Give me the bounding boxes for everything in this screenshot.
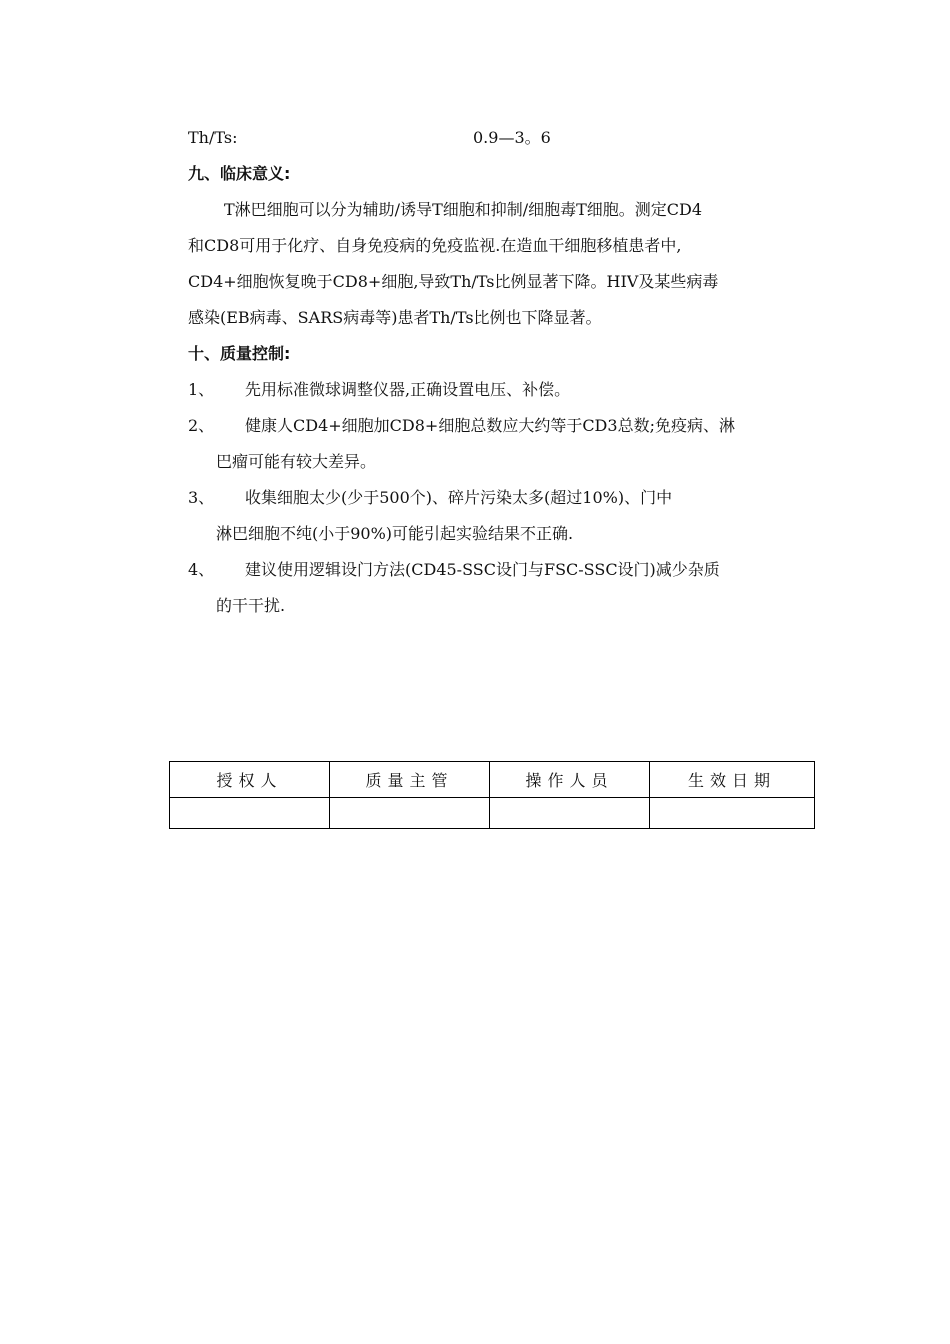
header-effective-date: 生效日期 (650, 762, 815, 798)
value-operator (490, 798, 650, 829)
ratio-label: Th/Ts: (188, 128, 238, 147)
item-2-line-2: 巴瘤可能有较大差异。 (216, 452, 377, 471)
section-9-line-3: CD4+细胞恢复晚于CD8+细胞,导致Th/Ts比例显著下降。HIV及某些病毒 (188, 272, 719, 291)
item-3-number: 3、 (188, 488, 215, 507)
value-effective-date (650, 798, 815, 829)
item-4-line-1: 建议使用逻辑设门方法(CD45-SSC设门与FSC-SSC设门)减少杂质 (245, 560, 720, 579)
signature-value-row (170, 798, 815, 829)
item-1-line-1: 先用标准微球调整仪器,正确设置电压、补偿。 (245, 380, 571, 399)
item-2-line-1: 健康人CD4+细胞加CD8+细胞总数应大约等于CD3总数;免疫病、淋 (245, 416, 735, 435)
item-3-line-1: 收集细胞太少(少于500个)、碎片污染太多(超过10%)、门中 (245, 488, 673, 507)
value-authorizer (170, 798, 330, 829)
section-9-heading: 九、临床意义: (188, 164, 291, 183)
section-9-line-1: T淋巴细胞可以分为辅助/诱导T细胞和抑制/细胞毒T细胞。测定CD4 (224, 200, 703, 219)
section-10-heading: 十、质量控制: (188, 344, 291, 363)
signature-table (169, 761, 815, 829)
item-1-number: 1、 (188, 380, 215, 399)
item-4-number: 4、 (188, 560, 215, 579)
ratio-value: 0.9—3。6 (473, 128, 551, 147)
header-operator: 操作人员 (490, 762, 650, 798)
header-authorizer: 授权人 (170, 762, 330, 798)
item-3-line-2: 淋巴细胞不纯(小于90%)可能引起实验结果不正确. (216, 524, 574, 543)
section-9-line-4: 感染(EB病毒、SARS病毒等)患者Th/Ts比例也下降显著。 (188, 308, 602, 327)
header-quality-supervisor: 质量主管 (330, 762, 490, 798)
item-4-line-2: 的干干扰. (216, 596, 286, 615)
section-9-line-2: 和CD8可用于化疗、自身免疫病的免疫监视.在造血干细胞移植患者中, (188, 236, 682, 255)
item-2-number: 2、 (188, 416, 215, 435)
signature-header-row (170, 762, 815, 798)
value-quality-supervisor (330, 798, 490, 829)
